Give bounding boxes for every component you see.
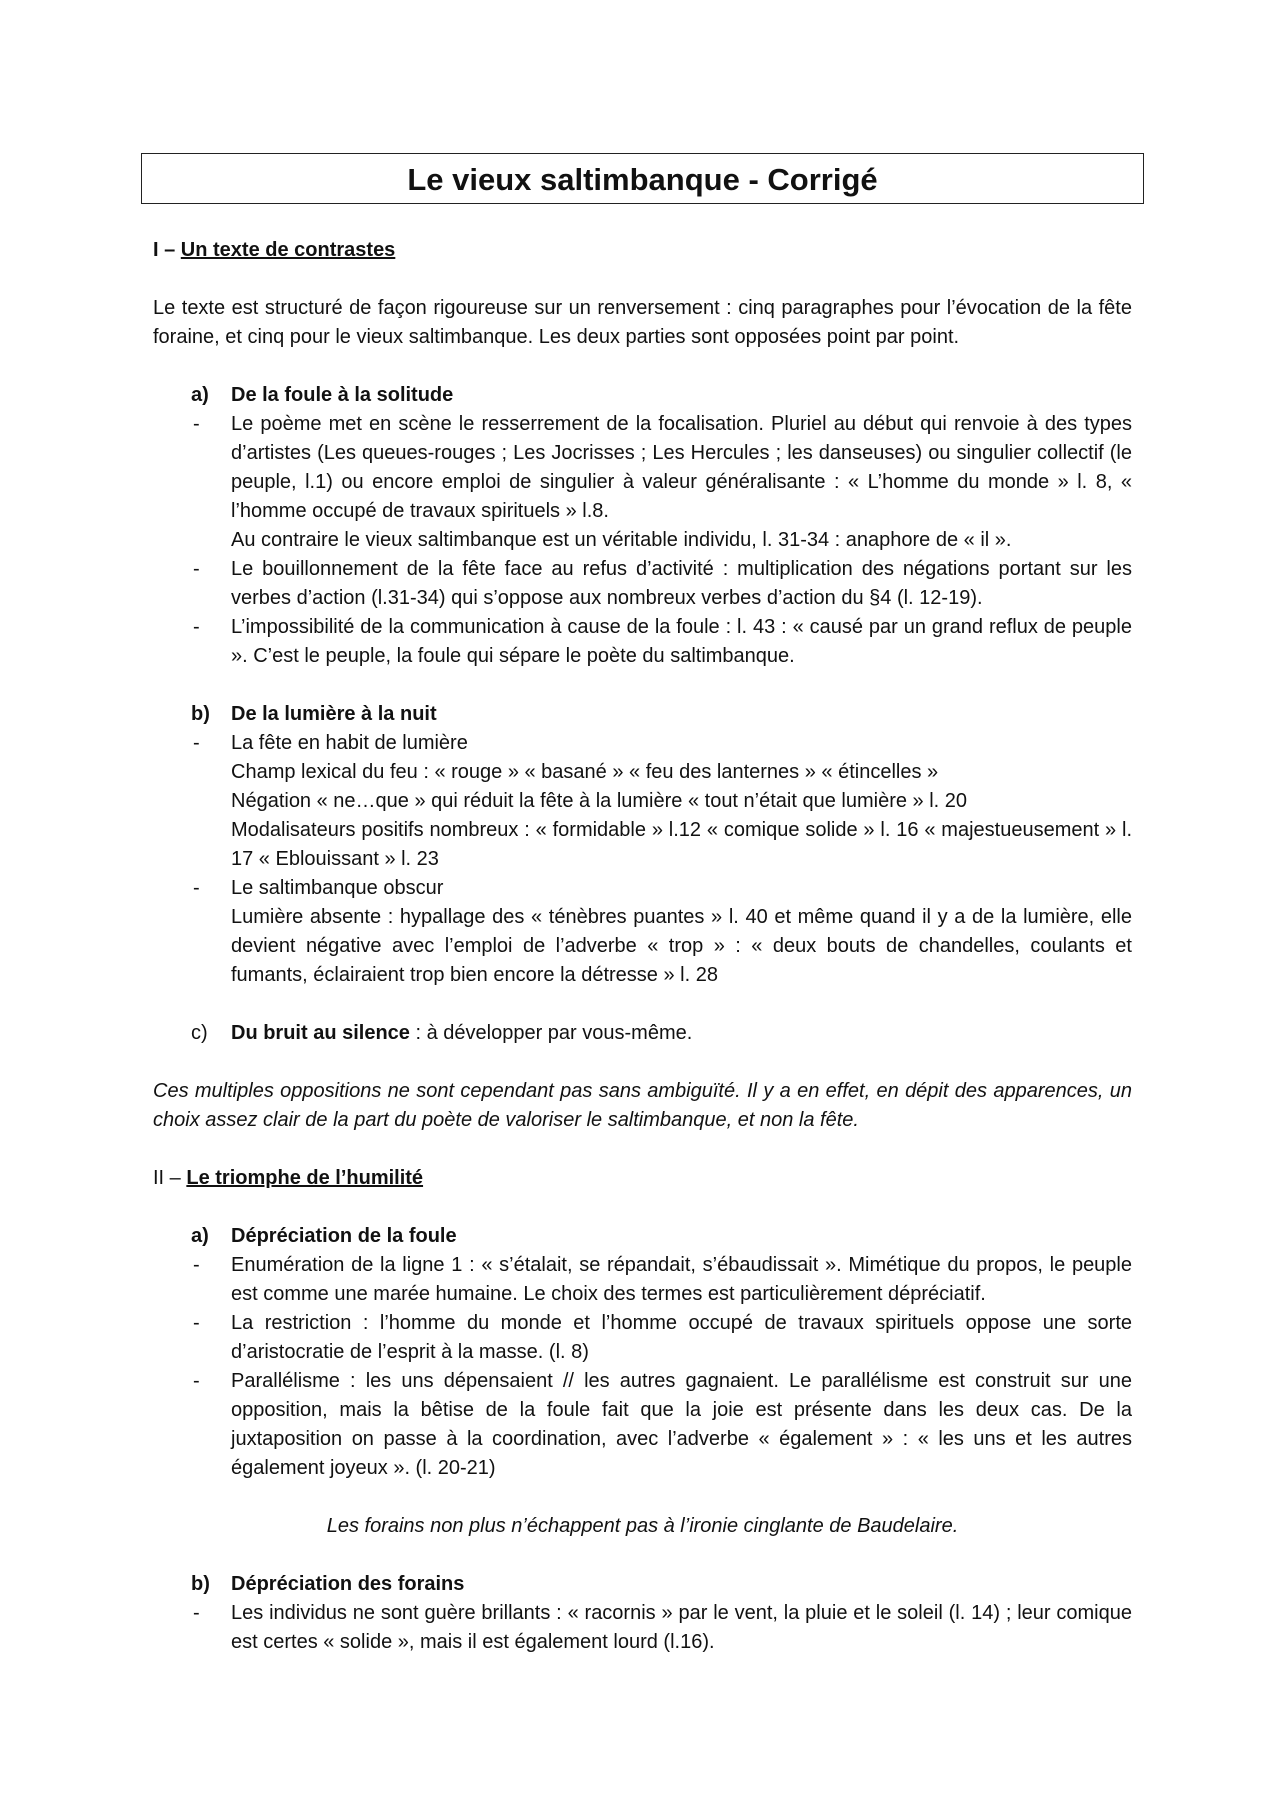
bullet-text: Le bouillonnement de la fête face au refus d’activité : multiplication des négations portant sur les verbes d’action (l.31-34) qui s’oppose aux nombreux verbes d’action du §4 (l. 12-19). (231, 558, 1132, 609)
section-title: Un texte de contrastes (180, 239, 396, 261)
bullet-text: Négation « ne…que » qui réduit la fête à la lumière « tout n’était que lumière » l. 20 (231, 790, 968, 812)
list-item (191, 729, 1132, 874)
list-item (191, 410, 1132, 555)
bullet-dash: - (193, 558, 200, 580)
section-heading-2 (153, 1164, 423, 1193)
section-title: Le triomphe de l’humilité (186, 1167, 424, 1189)
subsection-heading (191, 381, 453, 410)
list-item (191, 1599, 1132, 1657)
section-number: I – (153, 239, 181, 261)
bullet-text: Le poème met en scène le resserrement de la focalisation. Pluriel au début qui renvoie à des types d’artistes (Les queues-rouges ; Les Jocrisses ; Les Hercules ; les danseuses) ou singulier collectif (le peuple, l.1) ou encore emploi de singulier à valeur généralisante : « L’homme du monde » l. 8, « l’homme occupé de travaux spirituels » l.8. (231, 413, 1132, 522)
section-heading-1 (153, 236, 395, 265)
bullet-text: Modalisateurs positifs nombreux : « formidable » l.12 « comique solide » l. 16 « majestueusement » l. 17 « Eblouissant » l. 23 (231, 819, 1132, 870)
bullet-dash: - (193, 413, 200, 435)
list-item (191, 874, 1132, 990)
list-item (191, 1251, 1132, 1309)
bullet-dash: - (193, 1254, 200, 1276)
subsection-heading (191, 700, 437, 729)
bullet-text: Enumération de la ligne 1 : « s’étalait, se répandait, s’ébaudissait ». Mimétique du propos, le peuple est comme une marée humaine. Le choix des termes est particulièrement dépréciatif. (231, 1254, 1132, 1305)
bullet-dash: - (193, 616, 200, 638)
subsection-title: De la lumière à la nuit (231, 703, 437, 725)
list-item (191, 1367, 1132, 1483)
bullet-text: La fête en habit de lumière (231, 732, 468, 754)
subsection-heading (191, 1570, 464, 1599)
subsection-text: : à développer par vous-même. (409, 1022, 693, 1044)
subsection-letter: b) (191, 1573, 210, 1595)
bullet-dash: - (193, 1370, 200, 1392)
bullet-dash: - (193, 1602, 200, 1624)
intro-paragraph: Le texte est structuré de façon rigoureuse sur un renversement : cinq paragraphes pour l’évocation de la fête foraine, et cinq pour le vieux saltimbanque. Les deux parties sont opposées point par point. (153, 297, 1132, 348)
bullet-text: Champ lexical du feu : « rouge » « basané » « feu des lanternes » « étincelles » (231, 761, 939, 783)
bullet-text: Lumière absente : hypallage des « ténèbres puantes » l. 40 et même quand il y a de la lumière, elle devient négative avec l’emploi de l’adverbe « trop » : « deux bouts de chandelles, coulants et fumants, éclairaient trop bien encore la détresse » l. 28 (231, 906, 1132, 986)
bullet-dash: - (193, 1312, 200, 1334)
subsection-title: Du bruit au silence (231, 1022, 410, 1044)
list-item (191, 555, 1132, 613)
subsection-heading (191, 1019, 692, 1048)
bullet-text: Les individus ne sont guère brillants : « racornis » par le vent, la pluie et le soleil (l. 14) ; leur comique est certes « solide », mais il est également lourd (l.16). (231, 1602, 1132, 1653)
document-title: Le vieux saltimbanque - Corrigé (141, 153, 1144, 204)
list-item (191, 613, 1132, 671)
section-number: II – (153, 1167, 187, 1189)
subsection-title: Dépréciation des forains (231, 1573, 465, 1595)
bullet-text: Au contraire le vieux saltimbanque est un véritable individu, l. 31-34 : anaphore de « il ». (231, 529, 1012, 551)
bullet-text: Le saltimbanque obscur (231, 877, 444, 899)
subsection-title: De la foule à la solitude (231, 384, 454, 406)
subsection-title: Dépréciation de la foule (231, 1225, 457, 1247)
bullet-dash: - (193, 732, 200, 754)
subsection-letter: a) (191, 1225, 209, 1247)
bullet-text: Parallélisme : les uns dépensaient // les autres gagnaient. Le parallélisme est construit sur une opposition, mais la bêtise de la foule fait que la joie est présente dans les deux cas. De la juxtaposition on passe à la coordination, avec l’adverbe « également » : « les uns et les autres également joyeux ». (l. 20-21) (231, 1370, 1132, 1479)
conclusion-paragraph: Ces multiples oppositions ne sont cependant pas sans ambiguïté. Il y a en effet, en dépit des apparences, un choix assez clair de la part du poète de valoriser le saltimbanque, et non la fête. (153, 1080, 1132, 1131)
bullet-text: L’impossibilité de la communication à cause de la foule : l. 43 : « causé par un grand reflux de peuple ». C’est le peuple, la foule qui sépare le poète du saltimbanque. (231, 616, 1132, 667)
bullet-dash: - (193, 877, 200, 899)
transition-sentence: Les forains non plus n’échappent pas à l’ironie cinglante de Baudelaire. (326, 1515, 959, 1537)
list-item (191, 1309, 1132, 1367)
subsection-letter: a) (191, 384, 209, 406)
subsection-letter: c) (191, 1022, 208, 1044)
subsection-heading (191, 1222, 457, 1251)
subsection-letter: b) (191, 703, 210, 725)
bullet-text: La restriction : l’homme du monde et l’homme occupé de travaux spirituels oppose une sorte d’aristocratie de l’esprit à la masse. (l. 8) (231, 1312, 1132, 1363)
